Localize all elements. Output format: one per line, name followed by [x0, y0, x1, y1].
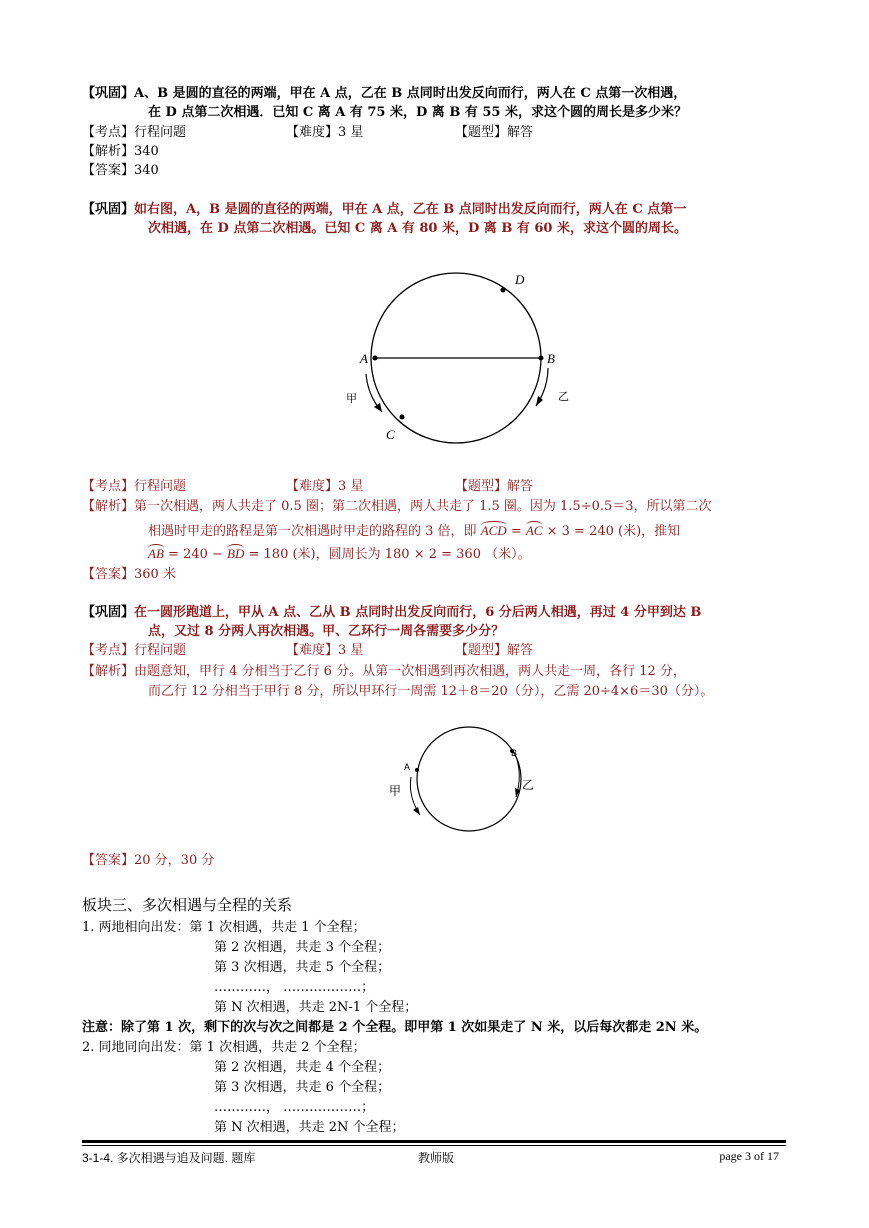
p2-jiexi-text3a: = 240 − — [163, 547, 228, 562]
p2-label-a: A — [360, 351, 368, 366]
section-title: 板块三、多次相遇与全程的关系 — [82, 896, 293, 914]
p3-jiexi-text1: 由题意知，甲行 4 分相当于乙行 6 分。从第一次相遇到再次相遇，两人共走一周，各行 12 分， — [134, 664, 686, 679]
section-m1: 2. 同地同向出发：第 1 次相遇，共走 2 个全程； — [82, 1040, 366, 1055]
p2-label-yi: 乙 — [558, 390, 569, 403]
section-line1: 1. 两地相向出发：第 1 次相遇，共走 1 个全程； — [82, 920, 366, 935]
p3-label-jia: 甲 — [389, 784, 402, 798]
p3-question-line1 — [82, 603, 701, 622]
p3-question-line2: 点，又过 8 分两人再次相遇。甲、乙环行一周各需要多少分？ — [148, 624, 505, 639]
p3-jiexi-line1 — [82, 662, 686, 681]
section-m3: 第 3 次相遇，共走 6 个全程； — [214, 1080, 391, 1095]
p2-arc-bd: BD — [227, 546, 245, 561]
p2-arrowhead-yi — [536, 396, 543, 406]
p2-jiexi-line2 — [148, 521, 680, 541]
p2-jiexi-text2: 相遇时甲走的路程是第一次相遇时甲走的路程的 3 倍，即 — [148, 524, 477, 539]
p2-circle-diagram — [330, 262, 590, 452]
p2-label-c: C — [386, 427, 395, 442]
p2-point-a — [373, 356, 378, 361]
p2-jiexi-text1: 第一次相遇，两人共走了 0.5 圈；第二次相遇，两人共走了 1.5 圈。因为 1.5÷0.5＝3，所以第二次 — [134, 499, 712, 514]
p2-question-line1 — [82, 200, 686, 219]
p1-question-line1 — [82, 84, 686, 103]
p3-label-b: B — [511, 748, 518, 758]
p2-label-b: B — [547, 351, 555, 366]
p2-jiexi-tag: 【解析】 — [82, 499, 135, 514]
section-line4: …………， ………………； — [214, 980, 375, 995]
p3-jiexi-tag: 【解析】 — [82, 664, 135, 679]
p3-label-a: A — [404, 762, 411, 772]
p2-point-c — [400, 415, 405, 420]
p2-jiexi-text2b: × 3 = 240 (米)，推知 — [542, 524, 681, 539]
p3-arrowhead-jia — [413, 807, 420, 815]
footer-rule-thin — [82, 1145, 786, 1146]
p1-jiexi: 【解析】340 — [82, 144, 159, 159]
p2-jiexi-line3 — [148, 544, 531, 564]
section-line5: 第 N 次相遇，共走 2N-1 个全程； — [214, 1000, 418, 1015]
p3-question-text1: 在一圆形跑道上，甲从 A 点、乙从 B 点同时出发反向而行，6 分后两人相遇，再过 4 分甲到达 B — [134, 605, 702, 620]
p2-label-jia: 甲 — [346, 392, 357, 405]
p2-nandu: 【难度】3 星 — [286, 479, 364, 494]
footer-page: page 3 of 17 — [719, 1149, 779, 1163]
p2-jiexi-line1 — [82, 497, 712, 516]
p1-question-line2: 在 D 点第二次相遇．已知 C 离 A 有 75 米，D 离 B 有 55 米，求这个圆的周长是多少米？ — [148, 105, 687, 120]
p1-nandu: 【难度】3 星 — [286, 125, 364, 140]
footer-rule-thick — [82, 1140, 786, 1143]
p2-tag: 【巩固】 — [82, 202, 135, 217]
p2-question-line2: 次相遇，在 D 点第二次相遇。已知 C 离 A 有 80 米，D 离 B 有 60 米，求这个圆的周长。 — [148, 221, 687, 236]
p3-circle-diagram — [380, 725, 550, 835]
footer-left: 3-1-4. 多次相遇与追及问题. 题库 — [82, 1151, 256, 1165]
p3-nandu: 【难度】3 星 — [286, 643, 364, 658]
p3-jiexi-line2: 而乙行 12 分相当于甲行 8 分，所以甲环行一周需 12＋8＝20（分），乙需 20÷4×6＝30（分）。 — [148, 684, 714, 699]
p2-eq1: = — [506, 524, 526, 539]
section-m5: 第 N 次相遇，共走 2N 个全程； — [214, 1120, 405, 1135]
footer-center: 教师版 — [418, 1151, 455, 1165]
p1-tag: 【巩固】 — [82, 86, 135, 101]
p2-tixing: 【题型】解答 — [455, 479, 534, 494]
p3-label-yi: 乙 — [522, 778, 535, 792]
p2-point-d — [501, 288, 506, 293]
p3-answer: 【答案】20 分，30 分 — [82, 853, 215, 868]
section-note: 注意：除了第 1 次，剩下的次与次之间都是 2 个全程。即甲第 1 次如果走了 N 米，以后每次都走 2N 米。 — [82, 1020, 708, 1035]
p2-arc-ab: AB — [148, 546, 164, 561]
p3-tag: 【巩固】 — [82, 605, 135, 620]
p2-answer: 【答案】360 米 — [82, 567, 176, 582]
p1-question-text1: A、B 是圆的直径的两端，甲在 A 点，乙在 B 点同时出发反向而行，两人在 C 点第一次相遇， — [134, 86, 687, 101]
p2-arrowhead-jia — [374, 403, 382, 412]
p2-jiexi-text3b: = 180 (米)，圆周长为 180 × 2 = 360 （米）。 — [244, 547, 531, 562]
p1-answer: 【答案】340 — [82, 163, 159, 178]
p2-label-d: D — [515, 272, 525, 287]
p3-tixing: 【题型】解答 — [455, 643, 534, 658]
p3-circle — [417, 727, 521, 831]
p1-kaodian: 【考点】行程问题 — [82, 125, 187, 140]
section-m2: 第 2 次相遇，共走 4 个全程； — [214, 1060, 391, 1075]
p2-arc-ac: AC — [525, 523, 543, 538]
p1-tixing: 【题型】解答 — [455, 125, 534, 140]
p2-arc-acd: ACD — [480, 523, 507, 538]
section-m4: …………， ………………； — [214, 1100, 375, 1115]
p2-point-b — [539, 356, 544, 361]
section-line3: 第 3 次相遇，共走 5 个全程； — [214, 960, 391, 975]
p2-question-text1: 如右图，A，B 是圆的直径的两端，甲在 A 点，乙在 B 点同时出发反向而行，两人在 C 点第一 — [134, 202, 687, 217]
section-line2: 第 2 次相遇，共走 3 个全程； — [214, 940, 391, 955]
p3-point-a — [415, 768, 419, 772]
p2-kaodian: 【考点】行程问题 — [82, 479, 187, 494]
p3-kaodian: 【考点】行程问题 — [82, 643, 187, 658]
